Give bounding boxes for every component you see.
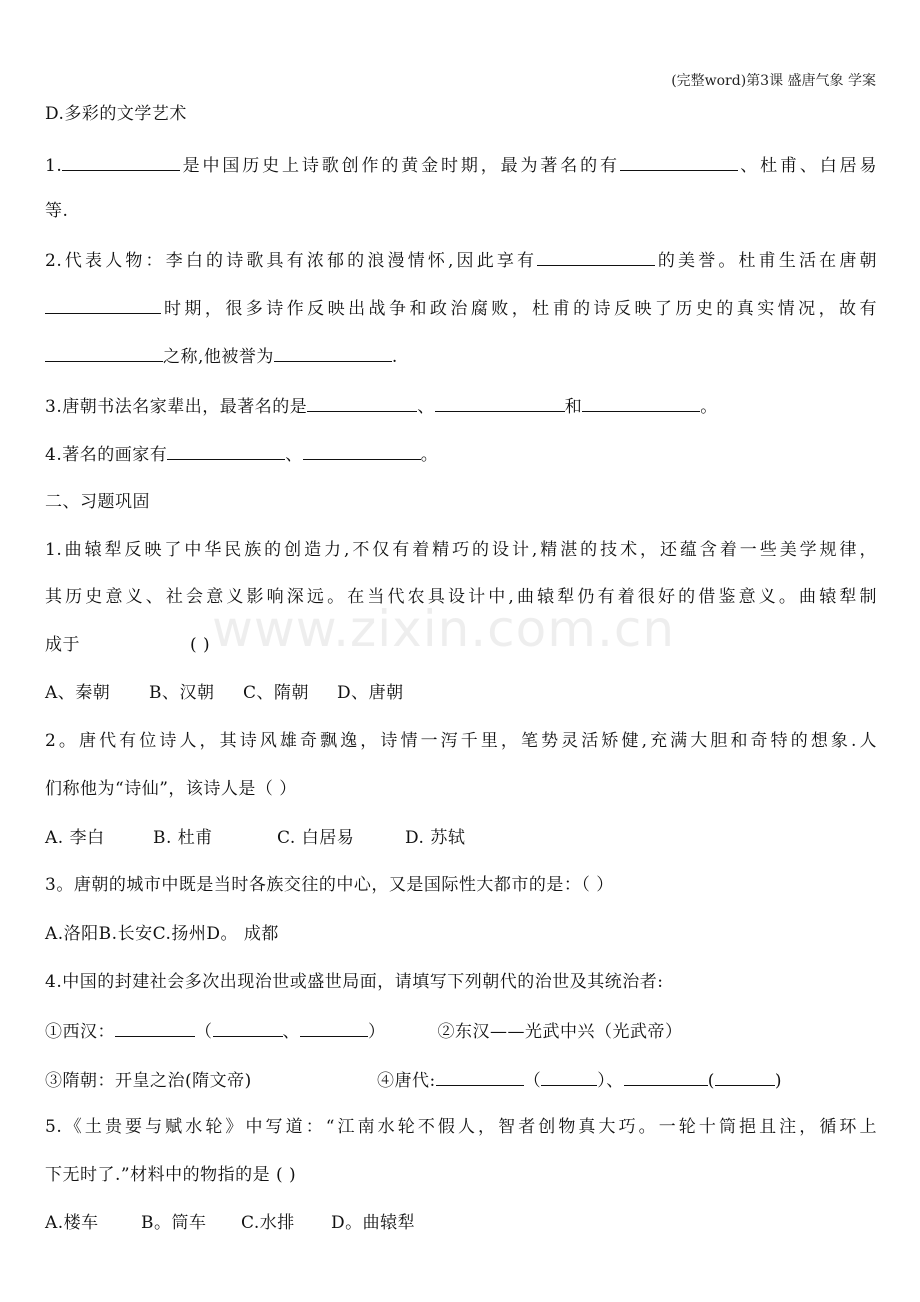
option-a[interactable]: A、秦朝 (45, 683, 111, 703)
q2-options (45, 826, 877, 850)
option-c[interactable]: C、隋朝 (243, 683, 310, 703)
fill-blank[interactable] (62, 152, 180, 171)
q4-dong-han: ②东汉——光武中兴（光武帝） (437, 1022, 683, 1042)
q3-line-1: 3。唐朝的城市中既是当时各族交往的中心，又是国际性大都市的是：（ ） (45, 875, 614, 895)
d-question-4: 4.著名的画家有 、 。 (45, 441, 877, 467)
option-b[interactable]: B。筒车 (141, 1213, 207, 1233)
q4-row-2: ③隋朝：开皇之治(隋文帝) ④唐代: （ ）、 ( ) (45, 1067, 877, 1093)
fill-blank[interactable] (45, 295, 161, 314)
q3-options[interactable]: A.洛阳B.长安C.扬州D。 成都 (45, 924, 279, 944)
fill-blank[interactable] (435, 393, 565, 412)
option-b[interactable]: B. 杜甫 (153, 828, 213, 848)
watermark: www.zixin.com.cn (212, 600, 676, 658)
page-header: (完整word)第3课 盛唐气象 学案 (671, 73, 876, 89)
q2-line-2: 们称他为“诗仙”，该诗人是（ ） (45, 779, 297, 799)
fill-blank[interactable] (307, 393, 417, 412)
q4-row-1: ①西汉： （ 、 ） ②东汉——光武中兴（光武帝） (45, 1018, 877, 1044)
q1-line-2: 其历史意义、社会意义影响深远。在当代农具设计中,曲辕犁仍有着很好的借鉴意义。曲辕犁制 (45, 587, 877, 607)
q5-options (45, 1211, 877, 1235)
option-d[interactable]: D. 苏轼 (405, 828, 466, 848)
q4-sui: ③隋朝：开皇之治(隋文帝) (45, 1071, 252, 1091)
d-question-1-line-2: 等. (45, 201, 69, 221)
fill-blank[interactable] (537, 247, 655, 266)
q4-line-1: 4.中国的封建社会多次出现治世或盛世局面，请填写下列朝代的治世及其统治者: (45, 972, 664, 992)
fill-blank[interactable] (582, 393, 700, 412)
d-question-2-line-1: 2.代表人物：李白的诗歌具有浓郁的浪漫情怀,因此享有 的美誉。杜甫生活在唐朝 (45, 247, 877, 273)
option-a[interactable]: A.楼车 (45, 1213, 99, 1233)
d-question-2-line-3: 之称,他被誉为 . (45, 343, 877, 369)
fill-blank[interactable] (300, 1018, 368, 1037)
fill-blank[interactable] (541, 1067, 597, 1086)
fill-blank[interactable] (45, 343, 163, 362)
option-c[interactable]: C. 白居易 (277, 828, 355, 848)
q1-line-3: 成于 ( ) (45, 635, 211, 655)
section-d-title: D.多彩的文学艺术 (45, 104, 187, 124)
d-question-1-line-1: 1. 是中国历史上诗歌创作的黄金时期，最为著名的有 、杜甫、白居易 (45, 152, 877, 178)
fill-blank[interactable] (620, 152, 738, 171)
fill-blank[interactable] (715, 1067, 775, 1086)
option-a[interactable]: A. 李白 (45, 828, 105, 848)
fill-blank[interactable] (115, 1018, 195, 1037)
fill-blank[interactable] (167, 441, 285, 460)
q1-line-1: 1.曲辕犁反映了中华民族的创造力,不仅有着精巧的设计,精湛的技术，还蕴含着一些美学规律， (45, 540, 877, 560)
answer-paren[interactable]: ( ) (190, 635, 211, 655)
option-d[interactable]: D。曲辕犁 (331, 1213, 416, 1233)
fill-blank[interactable] (624, 1067, 708, 1086)
d-question-2-line-2: 时期，很多诗作反映出战争和政治腐败，杜甫的诗反映了历史的真实情况，故有 (45, 295, 877, 321)
q2-line-1: 2。唐代有位诗人，其诗风雄奇飘逸，诗情一泻千里，笔势灵活矫健,充满大胆和奇特的想象.人 (45, 731, 877, 751)
section-2-title: 二、习题巩固 (45, 492, 150, 512)
q5-line-1: 5.《土贵要与赋水轮》中写道：“江南水轮不假人，智者创物真大巧。一轮十筒挹且注，循环上 (45, 1117, 877, 1137)
option-c[interactable]: C.水排 (241, 1213, 295, 1233)
option-d[interactable]: D、唐朝 (337, 683, 404, 703)
q5-line-2: 下无时了.”材料中的物指的是 ( ) (45, 1165, 297, 1185)
fill-blank[interactable] (213, 1018, 283, 1037)
fill-blank[interactable] (436, 1067, 524, 1086)
option-b[interactable]: B、汉朝 (149, 683, 215, 703)
fill-blank[interactable] (274, 343, 392, 362)
fill-blank[interactable] (303, 441, 421, 460)
d-question-3: 3.唐朝书法名家辈出，最著名的是 、 和 。 (45, 393, 877, 419)
q1-options (45, 681, 877, 705)
